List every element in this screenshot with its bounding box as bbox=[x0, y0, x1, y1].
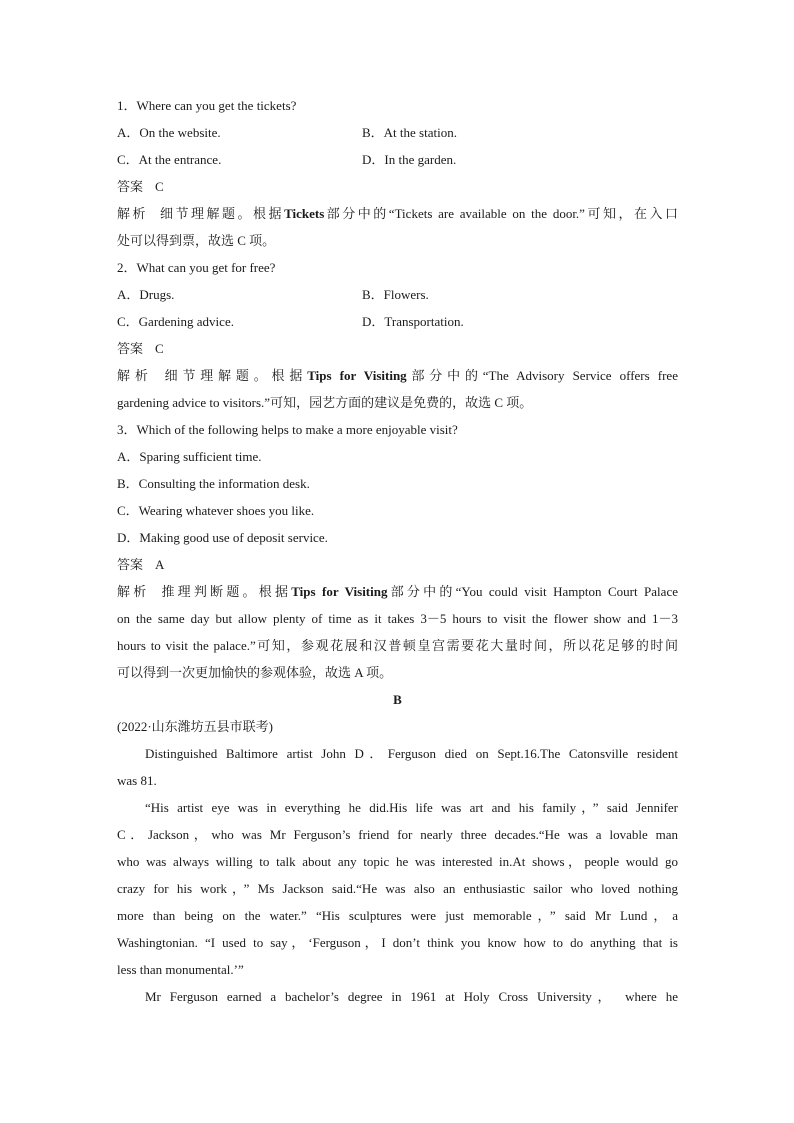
question-2-stem: 2．What can you get for free? bbox=[117, 260, 276, 275]
question-2-analysis-line-2: gardening advice to visitors.”可知，园艺方面的建议是免费的，故选 C 项。 bbox=[117, 395, 533, 410]
question-2-options-row-1 bbox=[117, 281, 678, 308]
answer-value: C bbox=[155, 341, 164, 356]
analysis-bold: Tickets bbox=[284, 206, 325, 221]
passage-source: (2022·山东潍坊五县市联考) bbox=[117, 719, 273, 734]
answer-label: 答案 bbox=[117, 341, 144, 356]
answer-label: 答案 bbox=[117, 557, 144, 572]
paragraph-2-line-4: crazy for his work，” Ms Jackson said.“He was also an enthusiastic sailor who loved nothing bbox=[117, 881, 678, 896]
question-1-option-b: B．At the station. bbox=[362, 125, 457, 140]
question-3-analysis-line-1 bbox=[117, 578, 678, 605]
analysis-text: 细节理解题。根据 bbox=[164, 368, 308, 383]
paragraph-2-line-6: Washingtonian. “I used to say，‘Ferguson，I don’t think you know how to do anything that is bbox=[117, 935, 678, 950]
answer-value: C bbox=[155, 179, 164, 194]
question-1-analysis-line-2: 处可以得到票，故选 C 项。 bbox=[117, 233, 276, 248]
question-2-analysis-line-1 bbox=[117, 362, 678, 389]
question-1-stem: 1．Where can you get the tickets? bbox=[117, 98, 297, 113]
question-2-options-row-2 bbox=[117, 308, 678, 335]
paragraph-1-line-2: was 81. bbox=[117, 773, 157, 788]
paragraph-2-line-2: C．Jackson，who was Mr Ferguson’s friend for nearly three decades.“He was a lovable man bbox=[117, 827, 678, 842]
question-2-option-c: C．Gardening advice. bbox=[117, 314, 234, 329]
question-3-answer bbox=[117, 551, 678, 578]
paragraph-2-line-7: less than monumental.’” bbox=[117, 962, 244, 977]
section-heading: B bbox=[393, 692, 402, 707]
paragraph-3-line-1: Mr Ferguson earned a bachelor’s degree in 1961 at Holy Cross University， where he bbox=[145, 989, 678, 1004]
analysis-text: 部分中的“Tickets are available on the door.”可知，在入口 bbox=[324, 206, 678, 221]
analysis-text: 细节理解题。根据 bbox=[160, 206, 285, 221]
answer-value: A bbox=[155, 557, 165, 572]
question-1-analysis-line-1 bbox=[117, 200, 678, 227]
question-1-option-d: D．In the garden. bbox=[362, 152, 457, 167]
question-3-analysis-line-2: on the same day but allow plenty of time as it takes 3－5 hours to visit the flower show and 1－3 bbox=[117, 611, 678, 626]
question-3-option-a: A．Sparing sufficient time. bbox=[117, 449, 262, 464]
paragraph-2-line-5: more than being on the water.” “His sculptures were just memorable，” said Mr Lund，a bbox=[117, 908, 678, 923]
question-1-option-a: A．On the website. bbox=[117, 125, 221, 140]
analysis-bold: Tips for Visiting bbox=[307, 368, 407, 383]
analysis-text: 推理判断题。根据 bbox=[161, 584, 292, 599]
question-1-answer bbox=[117, 173, 678, 200]
question-2-option-d: D．Transportation. bbox=[362, 314, 464, 329]
question-2-option-a: A．Drugs. bbox=[117, 287, 175, 302]
question-3-option-b: B．Consulting the information desk. bbox=[117, 476, 310, 491]
question-2-option-b: B．Flowers. bbox=[362, 287, 429, 302]
paragraph-1-line-1: Distinguished Baltimore artist John D．Ferguson died on Sept.16.The Catonsville resident bbox=[145, 746, 678, 761]
answer-label: 答案 bbox=[117, 179, 144, 194]
question-1-option-c: C．At the entrance. bbox=[117, 152, 222, 167]
analysis-text: 部分中的“The Advisory Service offers free bbox=[406, 368, 678, 383]
question-2-answer bbox=[117, 335, 678, 362]
question-3-option-c: C．Wearing whatever shoes you like. bbox=[117, 503, 315, 518]
question-3-analysis-line-4: 可以得到一次更加愉快的参观体验，故选 A 项。 bbox=[117, 665, 393, 680]
analysis-label: 解析 bbox=[117, 584, 150, 599]
question-3-stem: 3．Which of the following helps to make a more enjoyable visit? bbox=[117, 422, 458, 437]
analysis-text: 部分中的“You could visit Hampton Court Palace bbox=[387, 584, 678, 599]
analysis-label: 解析 bbox=[117, 368, 153, 383]
question-3-option-d: D．Making good use of deposit service. bbox=[117, 530, 328, 545]
paragraph-2-line-1: “His artist eye was in everything he did.His life was art and his family，” said Jennifer bbox=[145, 800, 678, 815]
question-3-analysis-line-3: hours to visit the palace.”可知，参观花展和汉普顿皇宫需要花大量时间，所以花足够的时间 bbox=[117, 638, 678, 653]
paragraph-2-line-3: who was always willing to talk about any topic he was interested in.At shows，people would go bbox=[117, 854, 678, 869]
document-page bbox=[117, 92, 678, 1010]
analysis-label: 解析 bbox=[117, 206, 149, 221]
analysis-bold: Tips for Visiting bbox=[291, 584, 388, 599]
question-1-options-row-2 bbox=[117, 146, 678, 173]
question-1-options-row-1 bbox=[117, 119, 678, 146]
